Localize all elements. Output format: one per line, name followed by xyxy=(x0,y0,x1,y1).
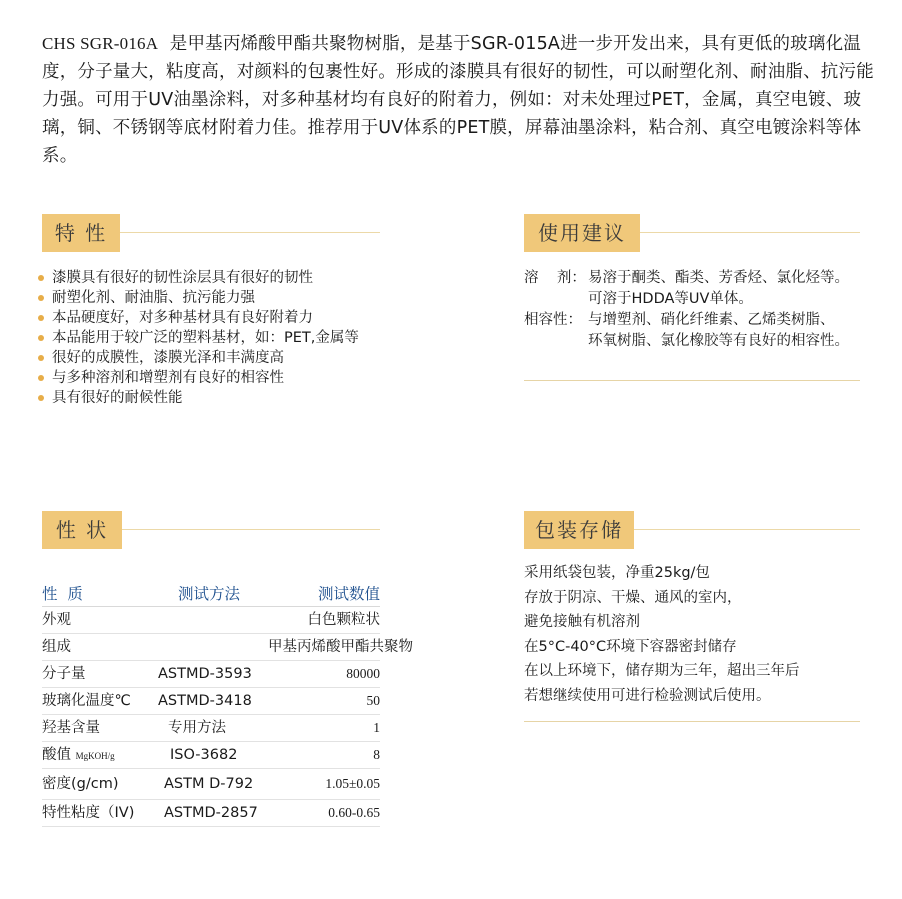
solvent-label: 溶 剂： xyxy=(524,270,586,286)
packaging-line: 在以上环境下，储存期为三年，超出三年后 xyxy=(524,663,800,679)
property-name: 酸值 xyxy=(42,747,71,763)
table-row xyxy=(42,607,380,634)
col-header-property: 性 质 xyxy=(42,585,83,603)
table-row xyxy=(42,715,380,742)
intro-text: 是甲基丙烯酸甲酯共聚物树脂，是基于SGR-015A进一步开发出来，具有更低的玻璃化温度，分子量大，粘度高，对颜料的包裹性好。形成的漆膜具有很好的韧性，可以耐塑化剂、耐油脂、抗污能力强。可用于UV油墨涂料，对多种基材均有良好的附着力，例如：对未处理过PET，金属，真空电镀、玻璃，铜、不锈钢等底材附着力佳。推荐用于UV体系的PET膜，屏幕油墨涂料，粘合剂、真空电镀涂料等体系。 xyxy=(42,34,874,166)
usage-bottom-rule xyxy=(524,380,860,381)
method-cell: ASTMD-2857 xyxy=(164,805,258,821)
value-cell: 8 xyxy=(373,747,380,762)
property-cell: 羟基含量 xyxy=(42,720,100,736)
packaging-divider xyxy=(634,529,860,530)
properties-table xyxy=(42,582,413,827)
value-cell: 50 xyxy=(366,693,380,708)
packaging-line: 若想继续使用可进行检验测试后使用。 xyxy=(524,687,771,704)
usage-divider xyxy=(640,232,860,233)
table-row xyxy=(42,661,380,688)
packaging-content xyxy=(524,561,800,708)
solvent-line-2: 可溶于HDDA等UV单体。 xyxy=(588,291,753,307)
property-cell: 分子量 xyxy=(42,666,86,682)
packaging-title: 包装存储 xyxy=(524,511,634,549)
feature-item: 具有很好的耐候性能 xyxy=(38,388,359,408)
features-list xyxy=(38,268,359,408)
method-cell: ASTMD-3593 xyxy=(158,666,252,682)
table-row xyxy=(42,742,380,769)
value-cell: 80000 xyxy=(346,666,380,681)
feature-item: 很好的成膜性，漆膜光泽和丰满度高 xyxy=(38,348,359,368)
method-cell xyxy=(158,607,268,633)
table-row xyxy=(42,634,413,661)
properties-header xyxy=(42,511,380,549)
property-cell: 外观 xyxy=(42,612,71,628)
value-cell: 甲基丙烯酸甲酯共聚物 xyxy=(268,639,413,655)
properties-divider xyxy=(122,529,380,530)
table-row xyxy=(42,688,380,715)
method-cell: 专用方法 xyxy=(168,720,226,736)
solvent-line-1: 易溶于酮类、酯类、芳香烃、氯化烃等。 xyxy=(588,270,849,286)
packaging-line: 避免接触有机溶剂 xyxy=(524,614,640,630)
usage-title: 使用建议 xyxy=(524,214,640,252)
feature-item: 与多种溶剂和增塑剂有良好的相容性 xyxy=(38,368,359,388)
table-row xyxy=(42,800,380,827)
compat-line-1: 与增塑剂、硝化纤维素、乙烯类树脂、 xyxy=(588,312,835,328)
packaging-line: 存放于阴凉、干燥、通风的室内， xyxy=(524,589,742,606)
property-cell: 玻璃化温度℃ xyxy=(42,693,131,709)
packaging-line: 在5°C-40°C环境下容器密封储存 xyxy=(524,638,737,655)
table-row xyxy=(42,769,380,800)
property-cell xyxy=(42,742,158,768)
usage-header xyxy=(524,214,860,252)
method-cell: ISO-3682 xyxy=(170,747,238,763)
compat-label: 相容性： xyxy=(524,312,582,328)
value-cell: 白色颗粒状 xyxy=(307,612,380,628)
property-cell: 组成 xyxy=(42,639,71,655)
value-cell: 1 xyxy=(373,720,380,735)
property-cell: 密度(g/cm) xyxy=(42,776,119,792)
table-header-row xyxy=(42,582,380,607)
features-header xyxy=(42,214,380,252)
feature-item: 漆膜具有很好的韧性涂层具有很好的韧性 xyxy=(38,268,359,288)
col-header-value: 测试数值 xyxy=(317,585,380,603)
property-cell: 特性粘度（IV) xyxy=(42,805,135,821)
method-cell: ASTM D-792 xyxy=(164,776,254,792)
packaging-header xyxy=(524,511,860,549)
property-unit: MgKOH/g xyxy=(75,751,115,761)
feature-item: 本品硬度好，对多种基材具有良好附着力 xyxy=(38,308,359,328)
col-header-method: 测试方法 xyxy=(178,585,241,603)
method-cell xyxy=(158,634,268,660)
feature-item: 耐塑化剂、耐油脂、抗污能力强 xyxy=(38,288,359,308)
features-title: 特 性 xyxy=(42,214,120,252)
features-divider xyxy=(120,232,380,233)
intro-paragraph xyxy=(42,30,884,170)
packaging-line: 采用纸袋包装，净重25kg/包 xyxy=(524,565,710,581)
value-cell: 0.60-0.65 xyxy=(328,805,380,820)
packaging-bottom-rule xyxy=(524,721,860,722)
method-cell: ASTMD-3418 xyxy=(158,693,252,709)
product-code: CHS SGR-016A xyxy=(42,34,159,53)
usage-content xyxy=(524,268,849,352)
properties-title: 性 状 xyxy=(42,511,122,549)
feature-item: 本品能用于较广泛的塑料基材，如：PET,金属等 xyxy=(38,328,359,348)
compat-line-2: 环氧树脂、氯化橡胶等有良好的相容性。 xyxy=(588,333,849,349)
value-cell: 1.05±0.05 xyxy=(325,776,380,791)
